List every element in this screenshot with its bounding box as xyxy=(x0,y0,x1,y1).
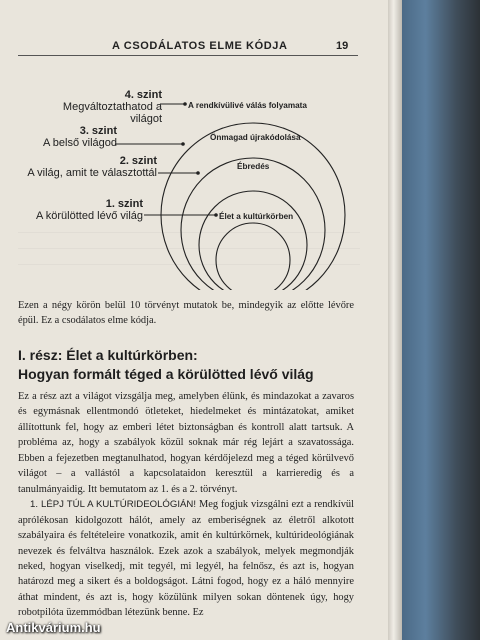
header-rule xyxy=(18,55,358,56)
level-2-label xyxy=(10,155,157,179)
part-subtitle: Hogyan formált téged a körülötted lévő világ xyxy=(18,366,314,382)
circle-level-4 xyxy=(161,123,345,290)
circle-level-1 xyxy=(216,223,290,290)
page-edges xyxy=(388,0,402,640)
body-paragraph-1: Ez a rész azt a világot vizsgálja meg, amelyben élünk, és mindazokat a zavaros és egymásnak ellentmondó ötleteket, hiedelmeket és mintázatokat, amiket állítottunk fel, hogy az emberi létet biztonságban és kontroll alatt tartsuk. A probléma az, hogy a szabályok közül soknak már rég lejárt a szavatossága. Ebben a fejezetben megtanulhatod, hogyan kérdőjelezd meg a téged körülvevő világot – a vallástól a kapcsolataidon keresztül a karrieredig és a tanulmányaidig. Itt bemutatom az 1. és a 2. törvényt. xyxy=(18,391,354,495)
circle-level-2 xyxy=(199,191,307,290)
level-1-text: A körülötted lévő világ xyxy=(35,210,143,222)
circle-label-4: A rendkívülivé válás folyamata xyxy=(188,101,307,110)
law-text: Meg fogjuk vizsgálni ezt a rendkívül aprólékosan kidolgozott hálót, amely az emberiségnek az életről alkotott szabályaira és feltételeire vonatkozik, amit én kultúrkörnek, kultúrideológiának nevezek és felváltva használok. Ezek azok a szabályok, melyek megmondják neked, hogyan viselkedj, mit tegyél, mi legyél, ha felnősz, és azt is, hogyan határozd meg a sikert és a boldogságot. Látni fogod, hogy ez a háló mennyire áthat mindent, és azt is, hogy közülünk milyen sokan döntenek úgy, hogy robotpilóta üzemmódban létezünk benne. Ez xyxy=(18,499,354,619)
connector-dot xyxy=(214,213,218,217)
law-heading: 1. LÉPJ TÚL A KULTÚRIDEOLÓGIÁN! xyxy=(30,499,197,511)
connector-dot xyxy=(183,102,187,106)
level-3-number: 3. szint xyxy=(79,125,117,137)
body-paragraph-2 xyxy=(18,497,354,621)
level-3-label xyxy=(20,125,117,149)
intro-paragraph: Ezen a négy körön belül 10 törvényt mutatok be, mindegyik az előtte lévőre épül. Ez a csodálatos elme kódja. xyxy=(18,300,354,327)
level-4-label xyxy=(30,89,162,125)
level-2-text: A világ, amit te választottál xyxy=(27,167,157,179)
level-4-number: 4. szint xyxy=(124,89,162,101)
body-text xyxy=(18,389,354,621)
book-cover-edge xyxy=(402,0,480,640)
running-title: A CSODÁLATOS ELME KÓDJA xyxy=(112,40,288,52)
level-3-text: A belső világod xyxy=(43,137,117,149)
level-4-text: Megváltoztathatod a világot xyxy=(62,101,162,125)
circle-level-3 xyxy=(181,158,325,290)
part-title: I. rész: Élet a kultúrkörben: xyxy=(18,347,198,363)
level-1-number: 1. szint xyxy=(105,198,143,210)
watermark: Antikvárium.hu xyxy=(6,620,101,635)
circle-label-1: Élet a kultúrkörben xyxy=(219,212,294,221)
level-2-number: 2. szint xyxy=(119,155,157,167)
connector-dot xyxy=(181,142,185,146)
level-1-label xyxy=(20,198,143,222)
circle-label-3: Önmagad újrakódolása xyxy=(210,133,301,142)
page-number: 19 xyxy=(336,40,349,52)
connector-dot xyxy=(196,171,200,175)
circle-label-2: Ébredés xyxy=(237,162,270,171)
